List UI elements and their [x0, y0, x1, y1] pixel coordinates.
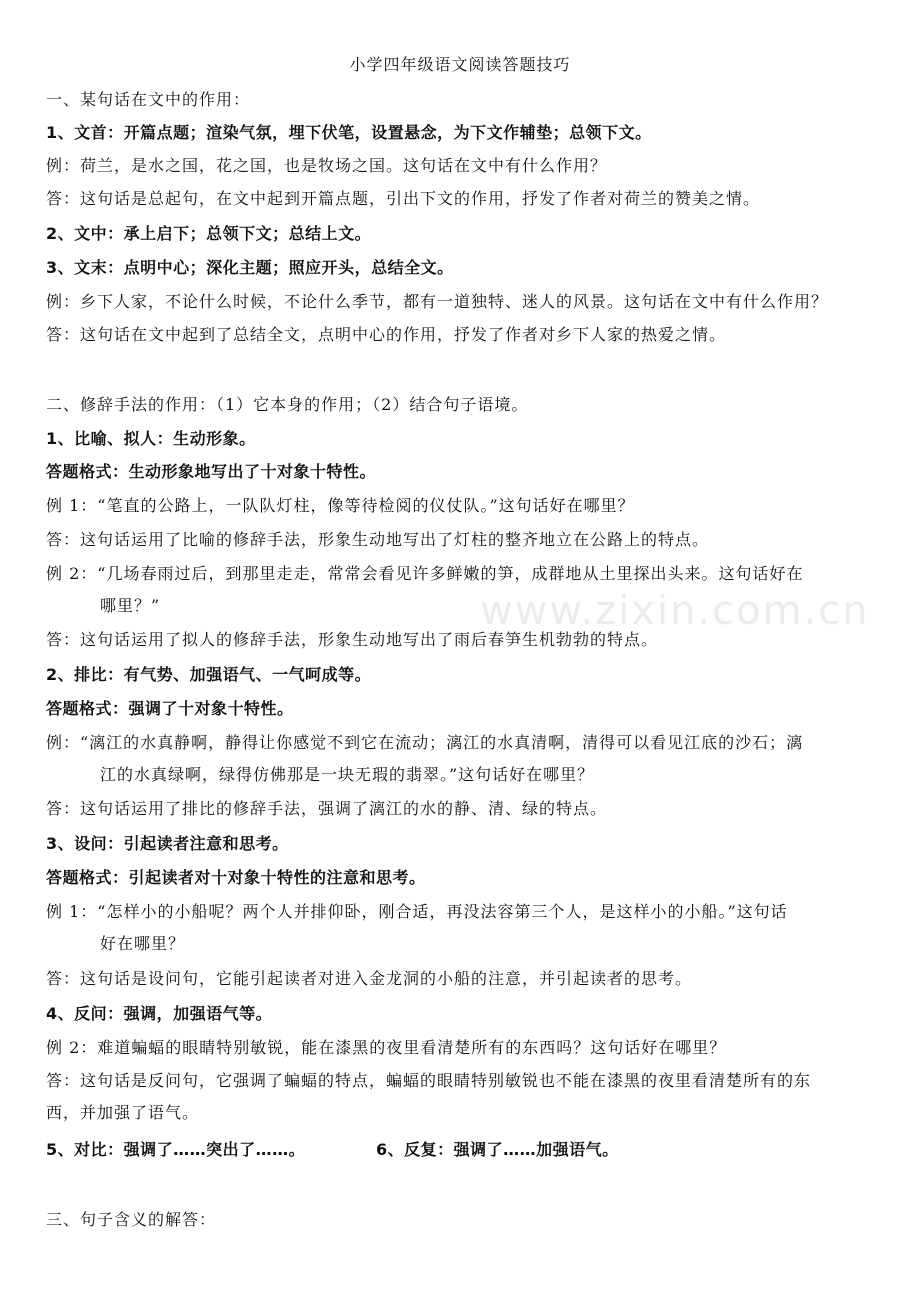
page-title: 小学四年级语文阅读答题技巧: [349, 55, 571, 74]
answer-continuation: 西，并加强了语气。: [46, 1103, 200, 1122]
example-line: 例：乡下人家，不论什么时候，不论什么季节，都有一道独特、迷人的风景。这句话在文中有什么作用？: [46, 292, 829, 311]
rule-line: 2、文中：承上启下；总领下文；总结上文。: [46, 224, 372, 243]
rule-line: 1、文首：开篇点题；渲染气氛，埋下伏笔，设置悬念，为下文作辅垫；总领下文。: [46, 123, 652, 142]
example-line: 例 1：“怎样小的小船呢？两个人并排仰卧，刚合适，再没法容第三个人，是这样小的小船。”这句话: [46, 902, 788, 921]
answer-line: 答：这句话是总起句，在文中起到开篇点题，引出下文的作用，抒发了作者对荷兰的赞美之情。: [46, 189, 761, 208]
rule-line: 3、文末：点明中心；深化主题；照应开头，总结全文。: [46, 258, 454, 277]
answer-line: 答：这句话运用了排比的修辞手法，强调了漓江的水的静、清、绿的特点。: [46, 799, 608, 818]
example-line: 例 1：“笔直的公路上，一队队灯柱，像等待检阅的仪仗队。”这句话好在哪里？: [46, 496, 635, 515]
example-continuation: 好在哪里？: [100, 934, 186, 953]
section-heading-1: 一、某句话在文中的作用：: [46, 90, 251, 109]
example-line: 例：荷兰，是水之国，花之国，也是牧场之国。这句话在文中有什么作用？: [46, 156, 608, 175]
answer-line: 答：这句话在文中起到了总结全文，点明中心的作用，抒发了作者对乡下人家的热爱之情。: [46, 325, 727, 344]
answer-line: 答：这句话是反问句，它强调了蝙蝠的特点，蝙蝠的眼睛特别敏锐也不能在漆黑的夜里看清楚所有的东: [46, 1071, 812, 1090]
example-continuation: 哪里？”: [100, 596, 161, 615]
section-heading-3: 三、句子含义的解答：: [46, 1210, 217, 1229]
format-line: 答题格式：生动形象地写出了十对象十特性。: [46, 462, 377, 481]
example-continuation: 江的水真绿啊，绿得仿佛那是一块无瑕的翡翠。”这句话好在哪里？: [100, 765, 595, 784]
answer-line: 答：这句话运用了拟人的修辞手法，形象生动地写出了雨后春笋生机勃勃的特点。: [46, 630, 659, 649]
rule-line: 2、排比：有气势、加强语气、一气呵成等。: [46, 665, 372, 684]
watermark: www.zixin.com.cn: [480, 588, 870, 634]
answer-line: 答：这句话是设问句，它能引起读者对进入金龙洞的小船的注意，并引起读者的思考。: [46, 969, 693, 988]
answer-line: 答：这句话运用了比喻的修辞手法，形象生动地写出了灯柱的整齐地立在公路上的特点。: [46, 530, 710, 549]
rule-repetition: 6、反复：强调了……加强语气。: [376, 1140, 619, 1159]
example-line: 例：“漓江的水真静啊，静得让你感觉不到它在流动；漓江的水真清啊，清得可以看见江底的沙石；漓: [46, 733, 804, 752]
rule-line: [46, 1138, 884, 1162]
rule-contrast: 5、对比：强调了……突出了……。: [46, 1140, 306, 1159]
rule-line: 4、反问：强调，加强语气等。: [46, 1004, 273, 1023]
rule-line: 1、比喻、拟人：生动形象。: [46, 429, 256, 448]
format-line: 答题格式：强调了十对象十特性。: [46, 699, 294, 718]
example-line: 例 2：难道蝙蝠的眼睛特别敏锐，能在漆黑的夜里看清楚所有的东西吗？这句话好在哪里？: [46, 1038, 727, 1057]
example-line: 例 2：“几场春雨过后，到那里走走，常常会看见许多鲜嫩的笋，成群地从土里探出头来。这句话好在: [46, 564, 804, 583]
rule-line: 3、设问：引起读者注意和思考。: [46, 834, 289, 853]
section-heading-2: 二、修辞手法的作用：（1）它本身的作用；（2）结合句子语境。: [46, 395, 529, 414]
format-line: 答题格式：引起读者对十对象十特性的注意和思考。: [46, 868, 426, 887]
